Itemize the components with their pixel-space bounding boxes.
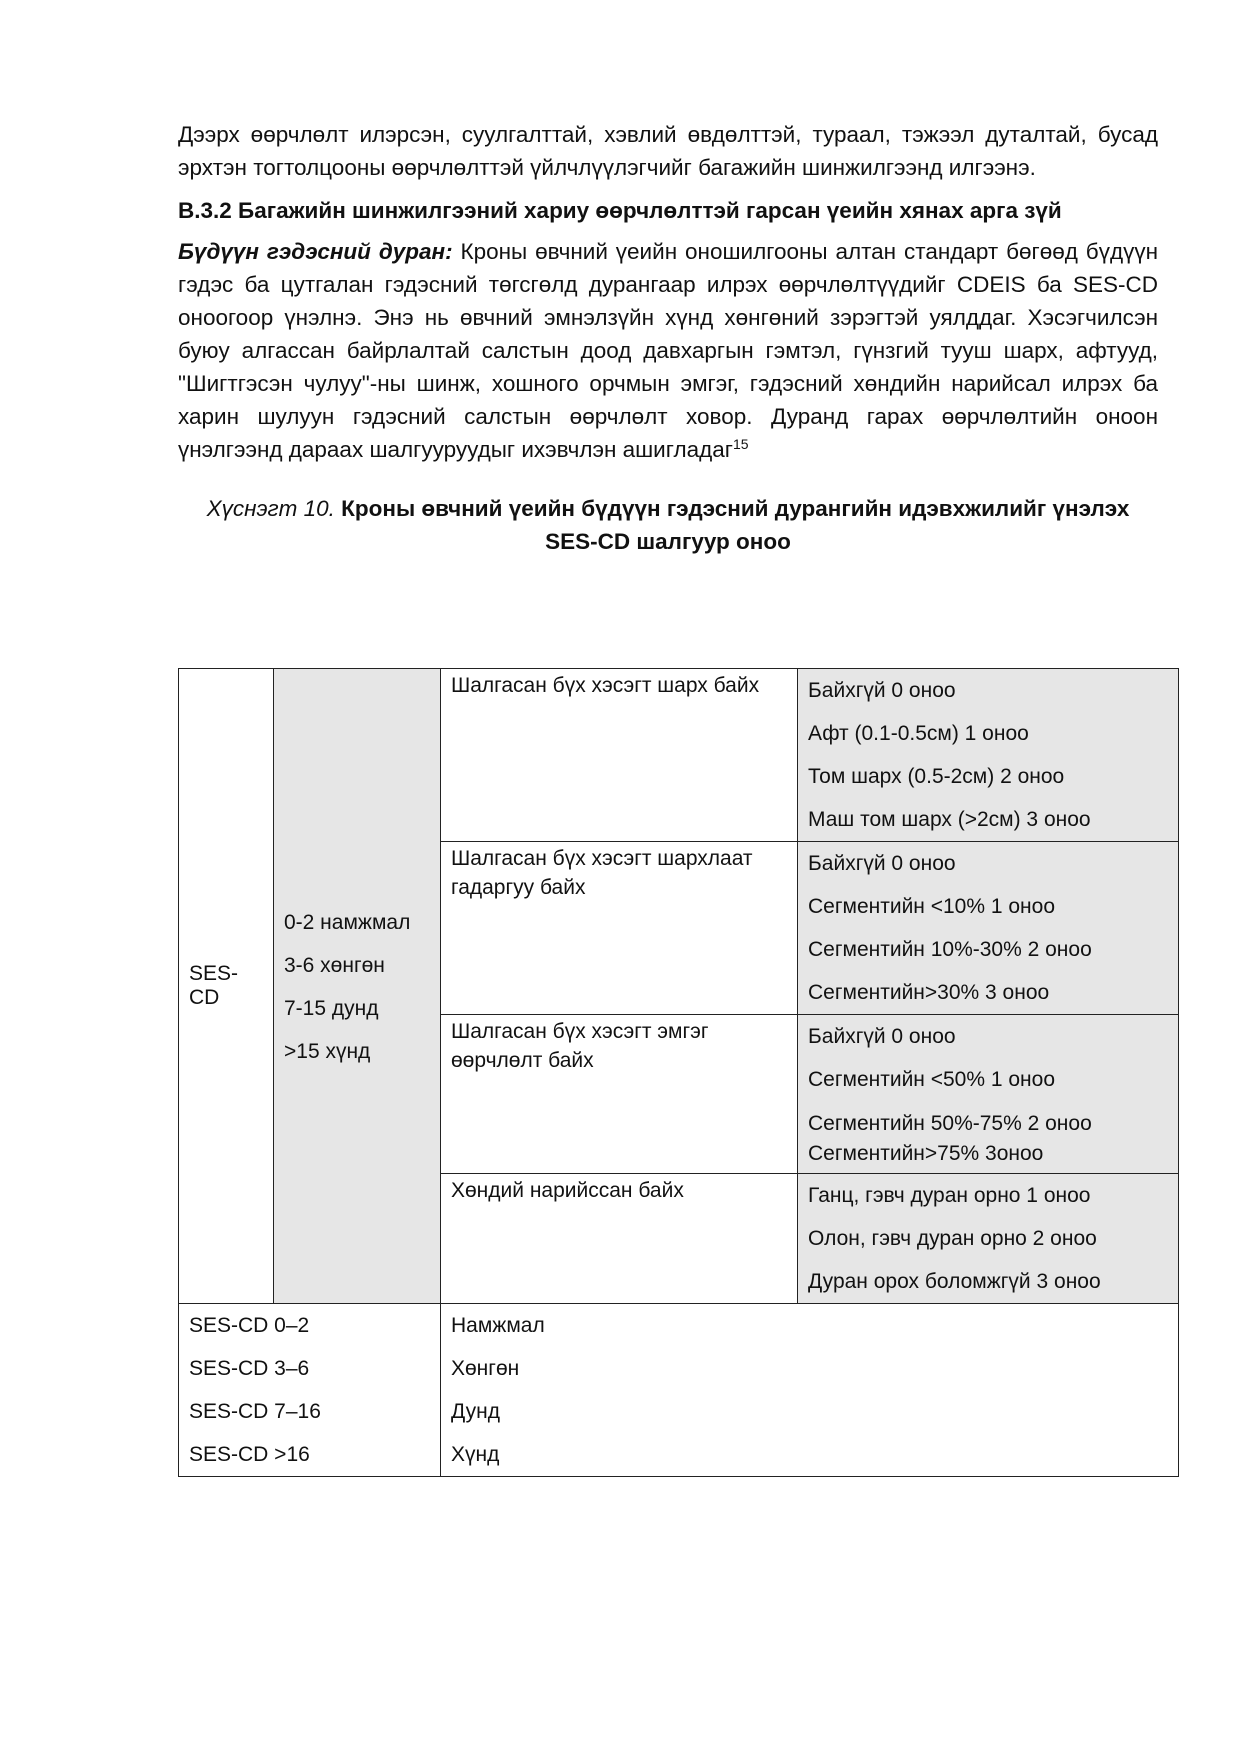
criterion-cell	[441, 842, 798, 1015]
severity-range: SES-CD 3–6	[189, 1357, 310, 1380]
index-label: SES-CD	[189, 962, 239, 1009]
scores-cell	[798, 842, 1179, 1015]
criterion-name: Шалгасан бүх хэсэгт шархлаат гадаргуу байх	[451, 847, 753, 899]
score-item: Ганц, гэвч дуран орно 1 оноо	[808, 1184, 1091, 1207]
ses-cd-table	[178, 668, 1179, 1477]
score-item: Дуран орох боломжгүй 3 оноо	[808, 1270, 1101, 1293]
table-label: Хүснэгт 10.	[206, 496, 335, 521]
severity-ranges-cell	[179, 1304, 441, 1477]
criterion-name: Шалгасан бүх хэсэгт эмгэг өөрчлөлт байх	[451, 1020, 709, 1072]
severity-label: Хүнд	[451, 1443, 500, 1466]
score-item: Том шарх (0.5-2см) 2 оноо	[808, 765, 1065, 788]
score-item: Сегментийн <10% 1 оноо	[808, 895, 1056, 918]
severity-labels-cell	[441, 1304, 1179, 1477]
score-item: Маш том шарх (>2см) 3 оноо	[808, 808, 1091, 831]
ranges-cell	[274, 669, 441, 1304]
severity-label: Дунд	[451, 1400, 501, 1423]
criterion-name: Шалгасан бүх хэсэгт шарх байх	[451, 674, 760, 697]
intro-paragraph: Дээрх өөрчлөлт илэрсэн, суулгалттай, хэвлий өвдөлттэй, тураал, тэжээл дуталтай, бусад эрхтэн тогтолцооны өөрчлөлттэй үйлчлүүлэгчийг багажийн шинжилгээнд илгээнэ.	[178, 122, 1158, 180]
score-item: Байхгүй 0 оноо	[808, 1025, 956, 1048]
criterion-cell	[441, 1015, 798, 1174]
score-item: Олон, гэвч дуран орно 2 оноо	[808, 1227, 1097, 1250]
endoscopy-body: Кроны өвчний үеийн оношилгооны алтан стандарт бөгөөд бүдүүн гэдэс ба цутгалан гэдэсний төгсгөлд дурангаар илрэх өөрчлөлтүүдийг CDEIS ба SES-CD оноогоор үнэлнэ. Энэ нь өвчний эмнэлзүйн хүнд хөнгөний зэрэгтэй уялддаг. Хэсэгчилсэн буюу алгассан байрлалтай салстын доод давхаргын гэмтэл, гүнзгий тууш шарх, афтууд, "Шигтгэсэн чулуу"-ны шинж, хошного орчмын эмгэг, гэдэсний хөндийн нарийсал илрэх ба харин шулуун гэдэсний салстын өөрчлөлт ховор. Дуранд гарах өөрчлөлтийн оноон үнэлгээнд дараах шалгууруудыг ихэвчлэн ашигладаг	[178, 239, 1158, 462]
score-item: Сегментийн 10%-30% 2 оноо	[808, 938, 1092, 961]
severity-range: SES-CD 7–16	[189, 1400, 321, 1423]
criterion-cell	[441, 669, 798, 842]
range-item: >15 хүнд	[284, 1040, 371, 1063]
severity-label: Намжмал	[451, 1314, 545, 1337]
index-label-cell	[179, 669, 274, 1304]
range-item: 7-15 дунд	[284, 997, 379, 1020]
section-heading: B.3.2 Багажийн шинжилгээний хариу өөрчлөлттэй гарсан үеийн хянах арга зүй	[178, 198, 1062, 223]
range-item: 0-2 намжмал	[284, 911, 411, 934]
scores-cell	[798, 1015, 1179, 1174]
score-item: Байхгүй 0 оноо	[808, 852, 956, 875]
severity-range: SES-CD 0–2	[189, 1314, 310, 1337]
score-item: Сегментийн>30% 3 оноо	[808, 981, 1050, 1004]
severity-range: SES-CD >16	[189, 1443, 310, 1466]
score-item: Байхгүй 0 оноо	[808, 679, 956, 702]
document-page	[178, 118, 1158, 570]
score-item: Сегментийн <50% 1 оноо	[808, 1068, 1056, 1091]
reference-superscript: 15	[732, 436, 749, 452]
severity-row	[179, 1304, 1179, 1477]
endoscopy-lead: Бүдүүн гэдэсний дуран:	[178, 239, 453, 264]
score-item: Сегментийн>75% 3оноо	[808, 1142, 1044, 1165]
criterion-name: Хөндий нарийссан байх	[451, 1179, 684, 1202]
scores-cell	[798, 669, 1179, 842]
score-item: Сегментийн 50%-75% 2 оноо	[808, 1112, 1092, 1135]
score-item: Афт (0.1-0.5см) 1 оноо	[808, 722, 1029, 745]
table-caption	[178, 492, 1158, 558]
table-title: Кроны өвчний үеийн бүдүүн гэдэсний дурангийн идэвхжилийг үнэлэх SES-CD шалгуур оноо	[334, 496, 1130, 554]
scores-cell	[798, 1174, 1179, 1304]
range-item: 3-6 хөнгөн	[284, 954, 385, 977]
criterion-cell	[441, 1174, 798, 1304]
endoscopy-paragraph	[178, 235, 1158, 466]
severity-label: Хөнгөн	[451, 1357, 520, 1380]
criterion-row	[179, 669, 1179, 842]
